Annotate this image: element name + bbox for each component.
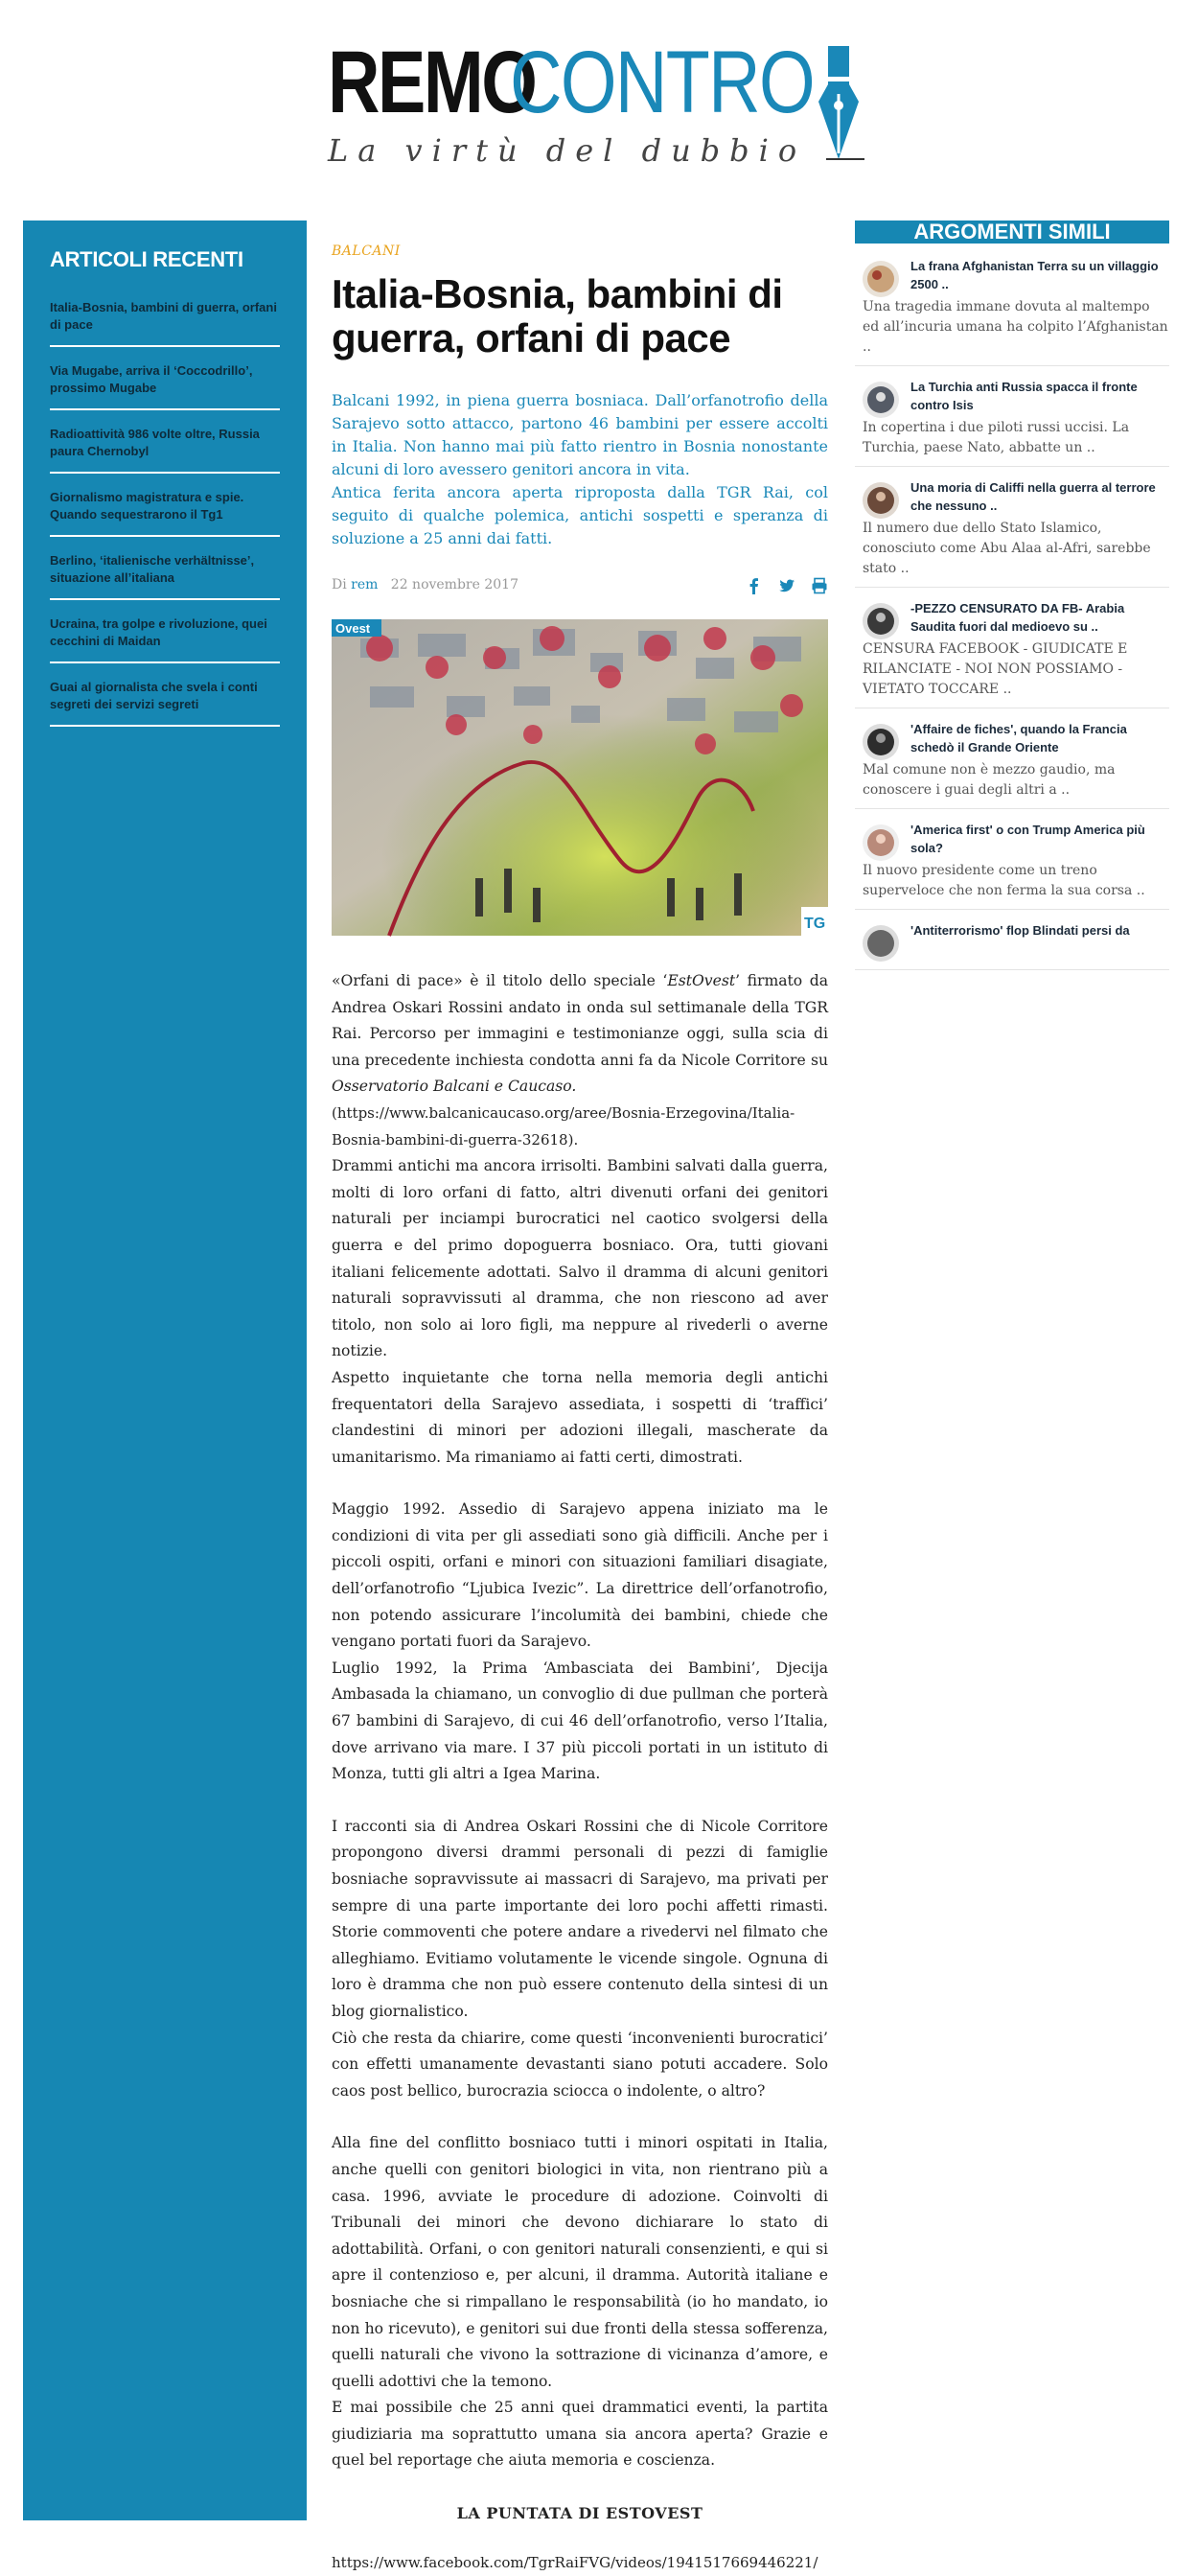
related-headline[interactable]: 'America first' o con Trump America più sola? xyxy=(910,823,1145,855)
related-topics-sidebar xyxy=(855,220,1169,938)
article-paragraph: Drammi antichi ma ancora irrisolti. Bambini salvati dalla guerra, molti di loro orfani di fatto, altri divenuti orfani dei genitori naturali per inciampi burocratici nel caotico svolgersi della guerra e del primo dopoguerra bosniaco. Ora, tutti giovani italiani felicemente adottati. Salvo il dramma di alcuni genitori naturali sopravvissuti al dramma, che non riescono ad aver titolo, non solo ai loro figli, ma neppure al rivederli o averne notizie. xyxy=(332,1157,828,1360)
image-badge-right: TG xyxy=(804,916,826,932)
article-title: Italia-Bosnia, bambini di guerra, orfani di pace xyxy=(332,271,783,360)
recent-article-item xyxy=(50,357,280,410)
author-link[interactable]: rem xyxy=(351,577,379,592)
related-excerpt: In copertina i due piloti russi uccisi. La Turchia, paese Nato, abbatte un .. xyxy=(863,420,1130,455)
facebook-icon[interactable] xyxy=(746,577,763,594)
related-thumbnail[interactable] xyxy=(863,261,899,297)
article-lead xyxy=(332,389,828,550)
related-item[interactable] xyxy=(855,720,1169,809)
sarajevo-map-illustration xyxy=(332,619,828,936)
article-paragraph: Alla fine del conflitto bosniaco tutti i minori ospitati in Italia, anche quelli con genitori biologici in vita, non rientrano più a casa. 1996, avviate le procedure di adozione. Coinvolti di Tribunali dei minori che devono dichiarare lo stato di adottabilità. Orfani, o con genitori naturali consenzienti, e qui si apre il contenzioso e, per alcuni, il dramma. Autorità italiane e bosniache che si rimpallano le responsabilità (io ho mandato, io non ho ricevuto), e genitori sui due fronti della stessa sofferenza, quelli naturali che vivono la sottrazione di vicinanza d’amore, e quelli adottivi che la temono. xyxy=(332,2134,828,2390)
related-excerpt: Il nuovo presidente come un treno superveloce che non ferma la sua corsa .. xyxy=(863,863,1145,898)
recent-article-link[interactable]: Giornalismo magistratura e spie. Quando sequestrarono il Tg1 xyxy=(50,490,244,522)
image-badge-left: Ovest xyxy=(335,621,371,636)
share-buttons xyxy=(746,577,828,594)
article-paragraph: Maggio 1992. Assedio di Sarajevo appena iniziato ma le condizioni di vita per gli assediati sono già difficili. Anche per i piccoli ospiti, orfani e minori con situazioni familiari disagiate, dell’orfanotrofio “Ljubica Ivezic”. La direttrice dell’orfanotrofio, non potendo assicurare l’incolumità dei bambini, chiede che vengano portati fuori da Sarajevo. xyxy=(332,1500,828,1651)
related-excerpt: Mal comune non è mezzo gaudio, ma conoscere i guai degli altri a .. xyxy=(863,762,1116,798)
article-date: 22 novembre 2017 xyxy=(390,577,518,592)
recent-articles-sidebar xyxy=(23,220,307,2520)
logo-tagline: La virtù del dubbio xyxy=(328,132,807,169)
recent-article-link[interactable]: Via Mugabe, arriva il ‘Coccodrillo’, prossimo Mugabe xyxy=(50,363,253,395)
related-excerpt: CENSURA FACEBOOK - GIUDICATE E RILANCIATE - NOI NON POSSIAMO - VIETATO TOCCARE .. xyxy=(863,641,1128,697)
article-paragraph-group xyxy=(332,2130,828,2474)
related-item[interactable] xyxy=(855,821,1169,910)
article-paragraph-group xyxy=(332,968,828,1471)
article xyxy=(332,244,828,2576)
related-item[interactable] xyxy=(855,478,1169,588)
fountain-pen-icon xyxy=(815,46,863,161)
recent-article-link[interactable]: Italia-Bosnia, bambini di guerra, orfani di pace xyxy=(50,300,277,332)
related-thumbnail[interactable] xyxy=(863,925,899,962)
recent-article-item xyxy=(50,546,280,600)
logo-remo-text: REMO xyxy=(328,34,536,131)
recent-articles-list xyxy=(50,293,280,736)
related-thumbnail[interactable] xyxy=(863,482,899,519)
recent-article-link[interactable]: Ucraina, tra golpe e rivoluzione, quei cecchini di Maidan xyxy=(50,616,267,648)
lead-paragraph: Balcani 1992, in piena guerra bosniaca. Dall’orfanotrofio della Sarajevo sotto attacco, partono 46 bambini per essere accolti in Italia. Non hanno mai più fatto rientro in Bosnia nonostante alcuni di loro avessero genitori ancora in vita. xyxy=(332,391,828,478)
recent-article-link[interactable]: Berlino, ‘italienische verhältnisse’, situazione all’italiana xyxy=(50,553,255,585)
recent-articles-title: ARTICOLI RECENTI xyxy=(50,247,243,271)
recent-article-item xyxy=(50,610,280,663)
related-thumbnail[interactable] xyxy=(863,724,899,760)
article-paragraph: Ciò che resta da chiarire, come questi ‘inconvenienti burocratici’ con effetti umanamente devastanti siano potuti accadere. Solo caos post bellico, burocrazia sciocca o indolente, o altro? xyxy=(332,2029,828,2100)
article-body xyxy=(332,968,828,2576)
related-item[interactable] xyxy=(855,257,1169,366)
related-headline[interactable]: Una moria di Califfi nella guerra al terrore che nessuno .. xyxy=(910,480,1156,513)
article-paragraph: E mai possibile che 25 anni quei drammatici eventi, la partita giudiziaria ma soprattutto umana sia ancora aperta? Grazie e quel bel reportage che aiuta memoria e coscienza. xyxy=(332,2399,828,2470)
lead-paragraph: Antica ferita ancora aperta riproposta dalla TGR Rai, col seguito di qualche polemica, antichi sospetti e speranza di soluzione a 25 anni dai fatti. xyxy=(332,483,828,547)
print-icon[interactable] xyxy=(811,577,828,594)
video-link[interactable]: https://www.facebook.com/TgrRaiFVG/videos/1941517669446221/ xyxy=(332,2553,818,2571)
article-paragraph: Luglio 1992, la Prima ‘Ambasciata dei Bambini’, Djecija Ambasada la chiamano, un convoglio di due pullman che porterà 67 bambini di Sarajevo, di cui 46 dell’orfanotrofio, verso l’Italia, dove arrivano via mare. I 37 più piccoli portati in un istituto di Monza, tutti gli altri a Igea Marina. xyxy=(332,1659,828,1783)
related-item[interactable] xyxy=(855,378,1169,467)
meta-prefix: Di xyxy=(332,577,347,592)
related-headline[interactable]: La Turchia anti Russia spacca il fronte contro Isis xyxy=(910,380,1138,412)
article-meta xyxy=(332,577,828,600)
article-paragraph xyxy=(332,968,828,1101)
related-item[interactable] xyxy=(855,921,1169,970)
article-hero-image[interactable] xyxy=(332,619,828,936)
article-paragraph: I racconti sia di Andrea Oskari Rossini che di Nicole Corritore propongono diversi drammi personali di pezzi di famiglie bosniache sopravvissute ai massacri di Sarajevo, ma privati per sempre di una parte importante dei loro pochi affetti rimasti. Storie commoventi che potere andare a rivedervi nel filmato che alleghiamo. Evitiamo volutamente le vicende singole. Ognuna di loro è dramma che non può essere contenuto della sintesi di un blog giornalistico. xyxy=(332,1817,828,2020)
recent-article-item xyxy=(50,673,280,727)
recent-article-link[interactable]: Guai al giornalista che svela i conti segreti dei servizi segreti xyxy=(50,680,258,711)
article-paragraph-group xyxy=(332,1497,828,1788)
site-header xyxy=(0,0,1198,192)
text-run: ’ firmato da Andrea Oskari Rossini andato in onda sul settimanale della TGR Rai. Percorso per immagini e testimonianze oggi, sulla scia di una precedente inchiesta condotta anni fa da Nicole Corritore su xyxy=(332,972,829,1069)
related-headline[interactable]: La frana Afghanistan Terra su un villaggio 2500 .. xyxy=(910,259,1159,291)
logo-contro-text: CONTRO xyxy=(510,34,815,131)
related-topics-list xyxy=(855,257,1169,938)
related-thumbnail[interactable] xyxy=(863,824,899,861)
related-item[interactable] xyxy=(855,599,1169,708)
article-category[interactable]: BALCANI xyxy=(332,244,401,259)
recent-article-link[interactable]: Radioattività 986 volte oltre, Russia paura Chernobyl xyxy=(50,427,260,458)
twitter-icon[interactable] xyxy=(778,577,795,594)
recent-article-item xyxy=(50,483,280,537)
text-run: «Orfani di pace» è il titolo dello speciale ‘ xyxy=(332,972,668,989)
article-paragraph: Aspetto inquietante che torna nella memoria degli antichi frequentatori della Sarajevo assediata, i sospetti di ‘traffici’ clandestini di minori per adozioni illegali, mascherate da umanitarismo. Ma rimaniamo ai fatti certi, dimostrati. xyxy=(332,1368,828,1466)
recent-article-item xyxy=(50,293,280,347)
related-thumbnail[interactable] xyxy=(863,382,899,418)
source-url[interactable]: (https://www.balcanicaucaso.org/aree/Bosnia-Erzegovina/Italia-Bosnia-bambini-di-guerra-32618). xyxy=(332,1103,795,1149)
article-paragraph-group xyxy=(332,1814,828,2105)
related-headline[interactable]: -PEZZO CENSURATO DA FB- Arabia Saudita fuori dal medioevo su .. xyxy=(910,601,1125,634)
site-logo[interactable] xyxy=(328,34,864,173)
text-run-italic: EstOvest xyxy=(667,972,736,989)
related-thumbnail[interactable] xyxy=(863,603,899,639)
video-subheading: LA PUNTATA DI ESTOVEST xyxy=(456,2504,703,2523)
related-excerpt: Una tragedia immane dovuta al maltempo ed all’incuria umana ha colpito l’Afghanistan .. xyxy=(863,299,1168,355)
text-run-italic: Osservatorio Balcani e Caucaso. xyxy=(332,1078,577,1096)
related-headline[interactable]: 'Affaire de fiches', quando la Francia schedò il Grande Oriente xyxy=(910,722,1127,754)
related-headline[interactable]: 'Antiterrorismo' flop Blindati persi da xyxy=(910,923,1130,938)
related-excerpt: Il numero due dello Stato Islamico, conosciuto come Abu Alaa al-Afri, sarebbe stato .. xyxy=(863,521,1151,576)
related-topics-title: ARGOMENTI SIMILI xyxy=(855,220,1169,244)
logo-underline xyxy=(826,158,864,160)
recent-article-item xyxy=(50,420,280,474)
